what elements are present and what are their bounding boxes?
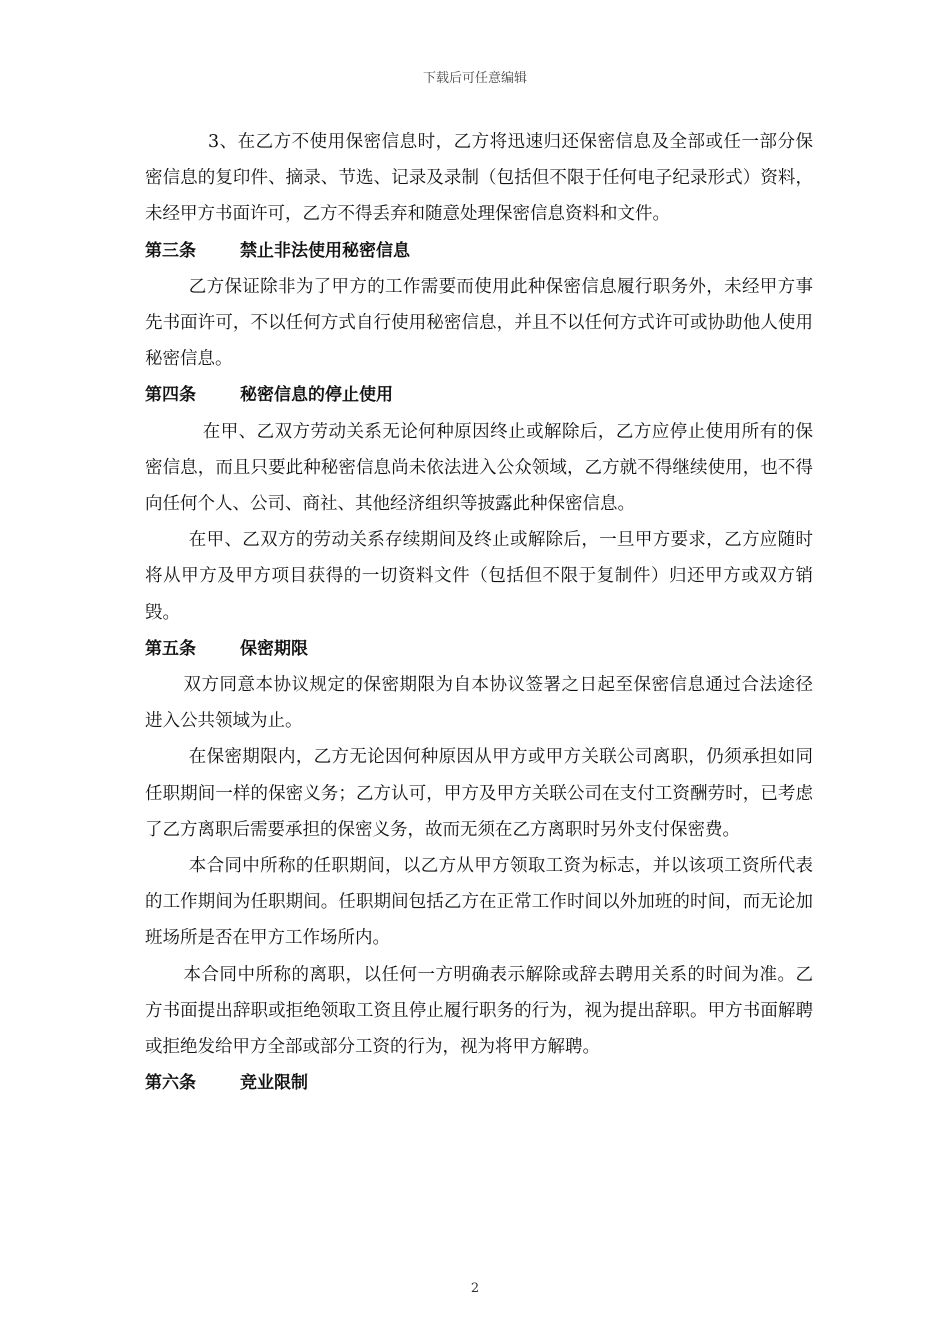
article-heading	[145, 1065, 813, 1101]
paragraph: 乙方保证除非为了甲方的工作需要而使用此种保密信息履行职务外，未经甲方事先书面许可，不以任何方式自行使用秘密信息，并且不以任何方式许可或协助他人使用秘密信息。	[145, 276, 813, 370]
article-title: 保密期限	[240, 638, 308, 659]
article-heading	[145, 377, 813, 413]
article-title: 秘密信息的停止使用	[240, 385, 393, 406]
paragraph: 在甲、乙双方劳动关系无论何种原因终止或解除后，乙方应停止使用所有的保密信息，而且只要此种秘密信息尚未依法进入公众领域，乙方就不得继续使用，也不得向任何个人、公司、商社、其他经济组织等披露此种保密信息。	[145, 421, 813, 515]
article-heading	[145, 631, 813, 667]
article-number: 第六条	[145, 1073, 196, 1094]
article-number: 第五条	[145, 638, 196, 659]
paragraph: 本合同中所称的离职，以任何一方明确表示解除或辞去聘用关系的时间为准。乙方书面提出辞职或拒绝领取工资且停止履行职务的行为，视为提出辞职。甲方书面解聘或拒绝发给甲方全部或部分工资的行为，视为将甲方解聘。	[145, 964, 813, 1058]
page-number: 2	[470, 1281, 480, 1296]
paragraph: 3、在乙方不使用保密信息时，乙方将迅速归还保密信息及全部或任一部分保密信息的复印件、摘录、节选、记录及录制（包括但不限于任何电子纪录形式）资料，未经甲方书面许可，乙方不得丢弃和随意处理保密信息资料和文件。	[145, 132, 813, 225]
article-title: 竞业限制	[240, 1073, 308, 1094]
paragraph: 本合同中所称的任职期间，以乙方从甲方领取工资为标志，并以该项工资所代表的工作期间为任职期间。任职期间包括乙方在正常工作时间以外加班的时间，而无论加班场所是否在甲方工作场所内。	[145, 856, 813, 949]
article-title: 禁止非法使用秘密信息	[240, 240, 410, 261]
paragraph: 双方同意本协议规定的保密期限为自本协议签署之日起至保密信息通过合法途径进入公共领域为止。	[145, 675, 813, 732]
document-body	[145, 124, 813, 1101]
paragraph: 在甲、乙双方的劳动关系存续期间及终止或解除后，一旦甲方要求，乙方应随时将从甲方及甲方项目获得的一切资料文件（包括但不限于复制件）归还甲方或双方销毁。	[145, 530, 813, 623]
paragraph: 在保密期限内，乙方无论因何种原因从甲方或甲方关联公司离职，仍须承担如同任职期间一样的保密义务；乙方认可，甲方及甲方关联公司在支付工资酬劳时，已考虑了乙方离职后需要承担的保密义务，故而无须在乙方离职时另外支付保密费。	[145, 747, 813, 840]
article-heading	[145, 233, 813, 269]
article-number: 第三条	[145, 240, 196, 261]
article-number: 第四条	[145, 385, 196, 406]
page-header: 下载后可任意编辑	[422, 71, 527, 86]
